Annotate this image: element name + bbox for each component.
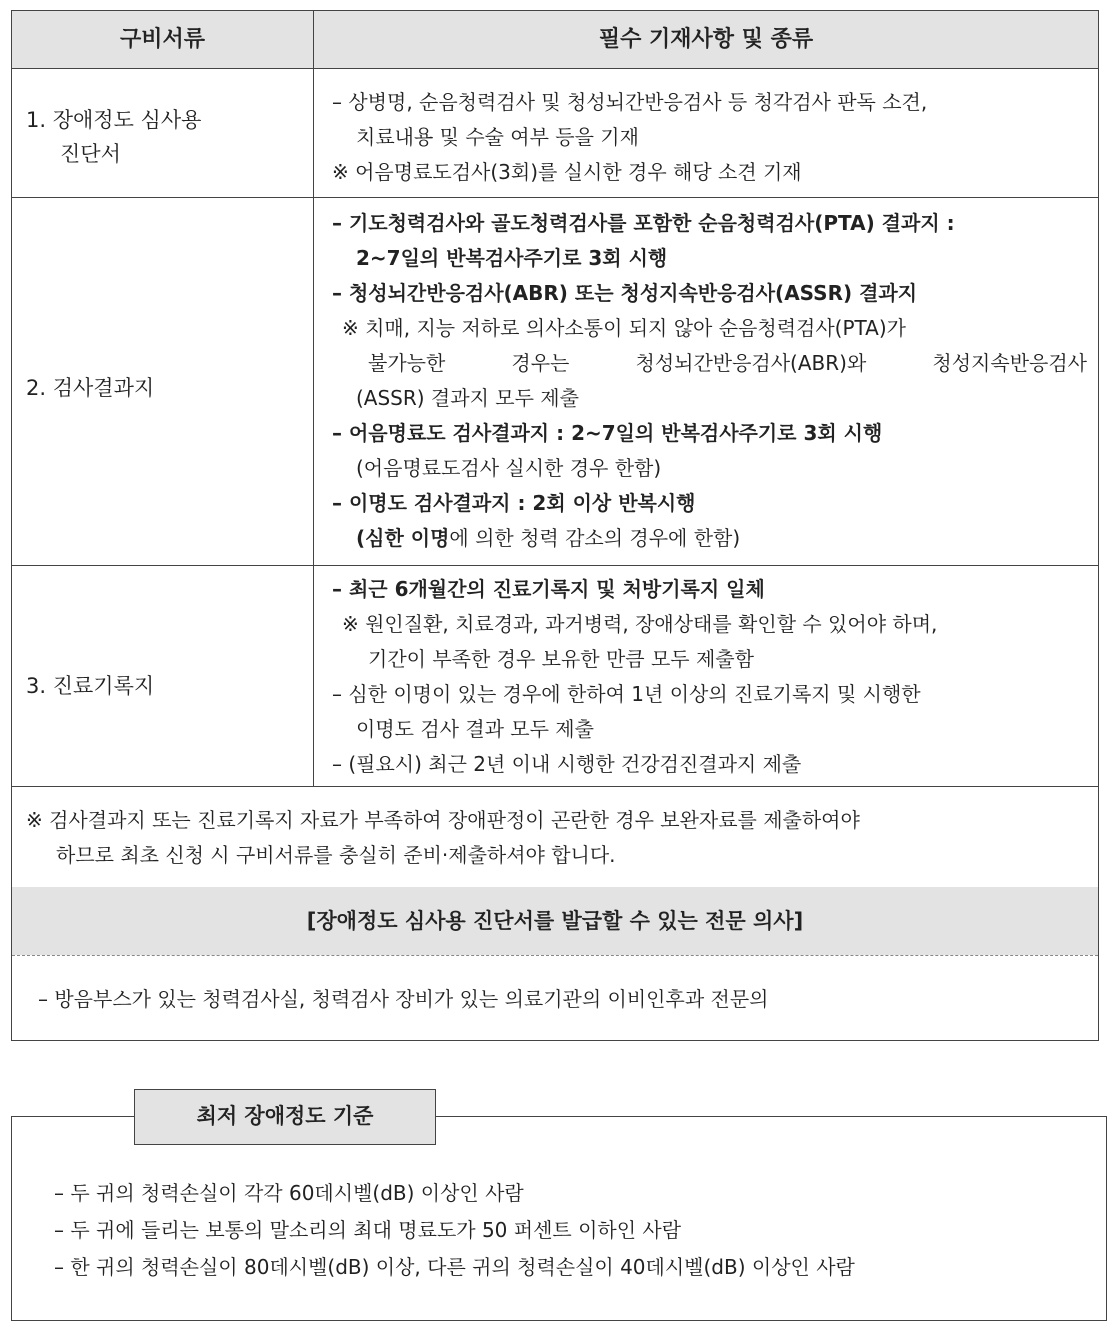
list-item: – 한 귀의 청력손실이 80데시벨(dB) 이상, 다른 귀의 청력손실이 40데시벨(dB) 이상인 사람 bbox=[54, 1255, 855, 1279]
minimum-criteria-title: 최저 장애정도 기준 bbox=[134, 1089, 436, 1145]
row-divider bbox=[12, 786, 1098, 787]
header-documents: 구비서류 bbox=[119, 27, 205, 52]
row-content-medical-records: – 최근 6개월간의 진료기록지 및 처방기록지 일체 ※ 원인질환, 치료경과, 과거병력, 장애상태를 확인할 수 있어야 하며, 기간이 부족한 경우 보유한 만큼 모두 제출함 – 심한 이명이 있는 경우에 한하여 1년 이상의 진료기록지 및 시행한 이명도 검사 결과 모두 제출 – (필요시) 최근 2년 이내 시행한 건강검진결과지 제출 bbox=[332, 577, 938, 776]
required-documents-table bbox=[11, 10, 1099, 1041]
doctor-heading: [장애정도 심사용 진단서를 발급할 수 있는 전문 의사] bbox=[12, 887, 1098, 955]
criteria-list bbox=[54, 1175, 855, 1286]
list-item: – 두 귀에 들리는 보통의 말소리의 최대 명료도가 50 퍼센트 이하인 사람 bbox=[54, 1218, 682, 1242]
table-header-row bbox=[12, 11, 1098, 69]
row-content-test-results: – 기도청력검사와 골도청력검사를 포함한 순음청력검사(PTA) 결과지 : 2~7일의 반복검사주기로 3회 시행 – 청성뇌간반응검사(ABR) 또는 청성지속반응검사(ASSR) 결과지 ※ 치매, 지능 저하로 의사소통이 되지 않아 순음청력검사(PTA)가 불가능한 경우는 청성뇌간반응검사(ABR)와 청성지속반응검사 (ASSR) 결과지 모두 제출 – 어음명료도 검사결과지 : 2~7일의 반복검사주기로 3회 시행 (어음명료도검사 실시한 경우 한함) – 이명도 검사결과지 : 2회 이상 반복시행 (심한 이명에 의한 청력 감소의 경우에 한함) bbox=[332, 211, 1087, 550]
header-required-items: 필수 기재사항 및 종류 bbox=[598, 27, 814, 52]
row-label-test-results: 2. 검사결과지 bbox=[26, 376, 155, 400]
row-label-diagnosis: 1. 장애정도 심사용 진단서 bbox=[26, 108, 202, 166]
dashed-divider bbox=[12, 955, 1098, 956]
column-divider bbox=[313, 11, 314, 786]
list-item: – 두 귀의 청력손실이 각각 60데시벨(dB) 이상인 사람 bbox=[54, 1181, 524, 1205]
row-label-medical-records: 3. 진료기록지 bbox=[26, 674, 155, 698]
row-content-diagnosis: – 상병명, 순음청력검사 및 청성뇌간반응검사 등 청각검사 판독 소견, 치료내용 및 수술 여부 등을 기재 ※ 어음명료도검사(3회)를 실시한 경우 해당 소견 기재 bbox=[332, 90, 928, 184]
doctor-requirement: – 방음부스가 있는 청력검사실, 청력검사 장비가 있는 의료기관의 이비인후과 전문의 bbox=[38, 987, 769, 1011]
supplement-note: ※ 검사결과지 또는 진료기록지 자료가 부족하여 장애판정이 곤란한 경우 보완자료를 제출하여야 하므로 최초 신청 시 구비서류를 충실히 준비·제출하셔야 합니다. bbox=[26, 808, 860, 867]
minimum-criteria-box bbox=[11, 1104, 1107, 1321]
row-divider bbox=[12, 197, 1098, 198]
row-divider bbox=[12, 565, 1098, 566]
